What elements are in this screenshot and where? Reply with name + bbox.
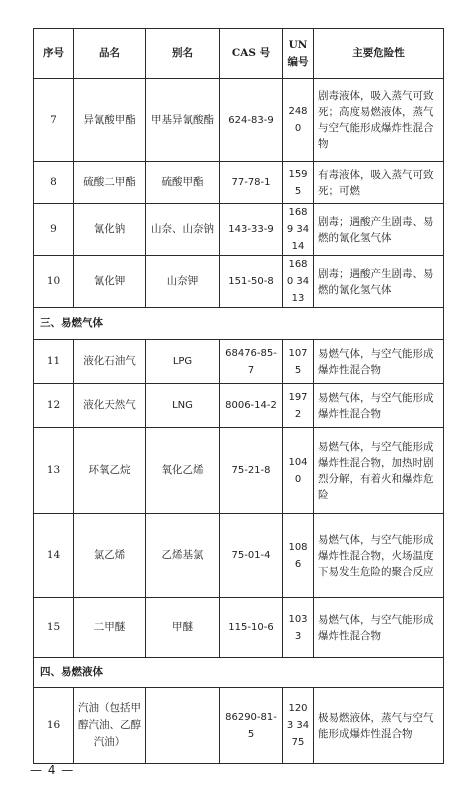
header-un: UN 编号 — [283, 29, 314, 79]
cell-un: 1086 — [283, 514, 314, 598]
cell-hazard: 易燃气体，与空气能形成爆炸性混合物 — [314, 384, 444, 428]
cell-no: 14 — [34, 514, 74, 598]
cell-no: 11 — [34, 340, 74, 384]
cell-name: 氰化钠 — [74, 204, 146, 256]
cell-hazard: 易燃气体，与空气能形成爆炸性混合物，加热时剧烈分解，有着火和爆炸危险 — [314, 428, 444, 514]
cell-hazard: 极易燃液体，蒸气与空气能形成爆炸性混合物 — [314, 688, 444, 764]
cell-hazard: 剧毒；遇酸产生剧毒、易燃的氰化氢气体 — [314, 204, 444, 256]
cell-no: 9 — [34, 204, 74, 256]
cell-alias: 甲醚 — [146, 598, 220, 658]
cell-un: 2480 — [283, 79, 314, 162]
cell-hazard: 易燃气体，与空气能形成爆炸性混合物 — [314, 340, 444, 384]
cell-no: 15 — [34, 598, 74, 658]
cell-cas: 86290-81-5 — [220, 688, 283, 764]
cell-cas: 143-33-9 — [220, 204, 283, 256]
cell-alias: 硫酸甲酯 — [146, 162, 220, 204]
cell-cas: 75-21-8 — [220, 428, 283, 514]
cell-no: 7 — [34, 79, 74, 162]
cell-no: 13 — [34, 428, 74, 514]
cell-hazard: 易燃气体，与空气能形成爆炸性混合物，火场温度下易发生危险的聚合反应 — [314, 514, 444, 598]
cell-name: 硫酸二甲酯 — [74, 162, 146, 204]
table-row — [34, 598, 444, 658]
cell-alias: 乙烯基氯 — [146, 514, 220, 598]
cell-name: 氰化钾 — [74, 256, 146, 308]
cell-un: 1689 3414 — [283, 204, 314, 256]
cell-un: 1203 3475 — [283, 688, 314, 764]
table-row — [34, 514, 444, 598]
header-hazard: 主要危险性 — [314, 29, 444, 79]
cell-name: 液化天然气 — [74, 384, 146, 428]
cell-hazard: 剧毒液体，吸入蒸气可致死；高度易燃液体，蒸气与空气能形成爆炸性混合物 — [314, 79, 444, 162]
section-title-flammable-liquids: 四、易燃液体 — [34, 658, 444, 688]
cell-alias: 甲基异氰酸酯 — [146, 79, 220, 162]
cell-cas: 68476-85-7 — [220, 340, 283, 384]
table-row — [34, 162, 444, 204]
table-row — [34, 428, 444, 514]
header-row — [34, 29, 444, 79]
cell-cas: 115-10-6 — [220, 598, 283, 658]
cell-alias: LPG — [146, 340, 220, 384]
cell-un: 1972 — [283, 384, 314, 428]
table-row — [34, 384, 444, 428]
cell-un: 1040 — [283, 428, 314, 514]
header-no: 序号 — [34, 29, 74, 79]
header-alias: 别名 — [146, 29, 220, 79]
section-row — [34, 308, 444, 340]
cell-un: 1595 — [283, 162, 314, 204]
header-name: 品名 — [74, 29, 146, 79]
cell-no: 10 — [34, 256, 74, 308]
section-row — [34, 658, 444, 688]
page-number: — 4 — — [30, 763, 75, 777]
cell-cas: 77-78-1 — [220, 162, 283, 204]
table-row — [34, 256, 444, 308]
hazardous-chemicals-table — [33, 28, 444, 764]
cell-cas: 8006-14-2 — [220, 384, 283, 428]
section-title-flammable-gases: 三、易燃气体 — [34, 308, 444, 340]
cell-hazard: 易燃气体，与空气能形成爆炸性混合物 — [314, 598, 444, 658]
cell-hazard: 剧毒；遇酸产生剧毒、易燃的氰化氢气体 — [314, 256, 444, 308]
cell-no: 12 — [34, 384, 74, 428]
table-row — [34, 204, 444, 256]
cell-name: 异氰酸甲酯 — [74, 79, 146, 162]
cell-hazard: 有毒液体，吸入蒸气可致死；可燃 — [314, 162, 444, 204]
cell-un: 1033 — [283, 598, 314, 658]
table-row — [34, 79, 444, 162]
cell-cas: 151-50-8 — [220, 256, 283, 308]
table-row — [34, 340, 444, 384]
cell-alias — [146, 688, 220, 764]
cell-alias: 山奈、山奈钠 — [146, 204, 220, 256]
cell-alias: 氧化乙烯 — [146, 428, 220, 514]
header-cas: CAS 号 — [220, 29, 283, 79]
cell-name: 汽油（包括甲醇汽油、乙醇汽油） — [74, 688, 146, 764]
cell-un: 1075 — [283, 340, 314, 384]
cell-un: 1680 3413 — [283, 256, 314, 308]
cell-name: 环氧乙烷 — [74, 428, 146, 514]
cell-name: 氯乙烯 — [74, 514, 146, 598]
cell-alias: LNG — [146, 384, 220, 428]
cell-name: 液化石油气 — [74, 340, 146, 384]
cell-cas: 624-83-9 — [220, 79, 283, 162]
cell-no: 8 — [34, 162, 74, 204]
table-row — [34, 688, 444, 764]
cell-name: 二甲醚 — [74, 598, 146, 658]
cell-no: 16 — [34, 688, 74, 764]
cell-alias: 山奈钾 — [146, 256, 220, 308]
cell-cas: 75-01-4 — [220, 514, 283, 598]
